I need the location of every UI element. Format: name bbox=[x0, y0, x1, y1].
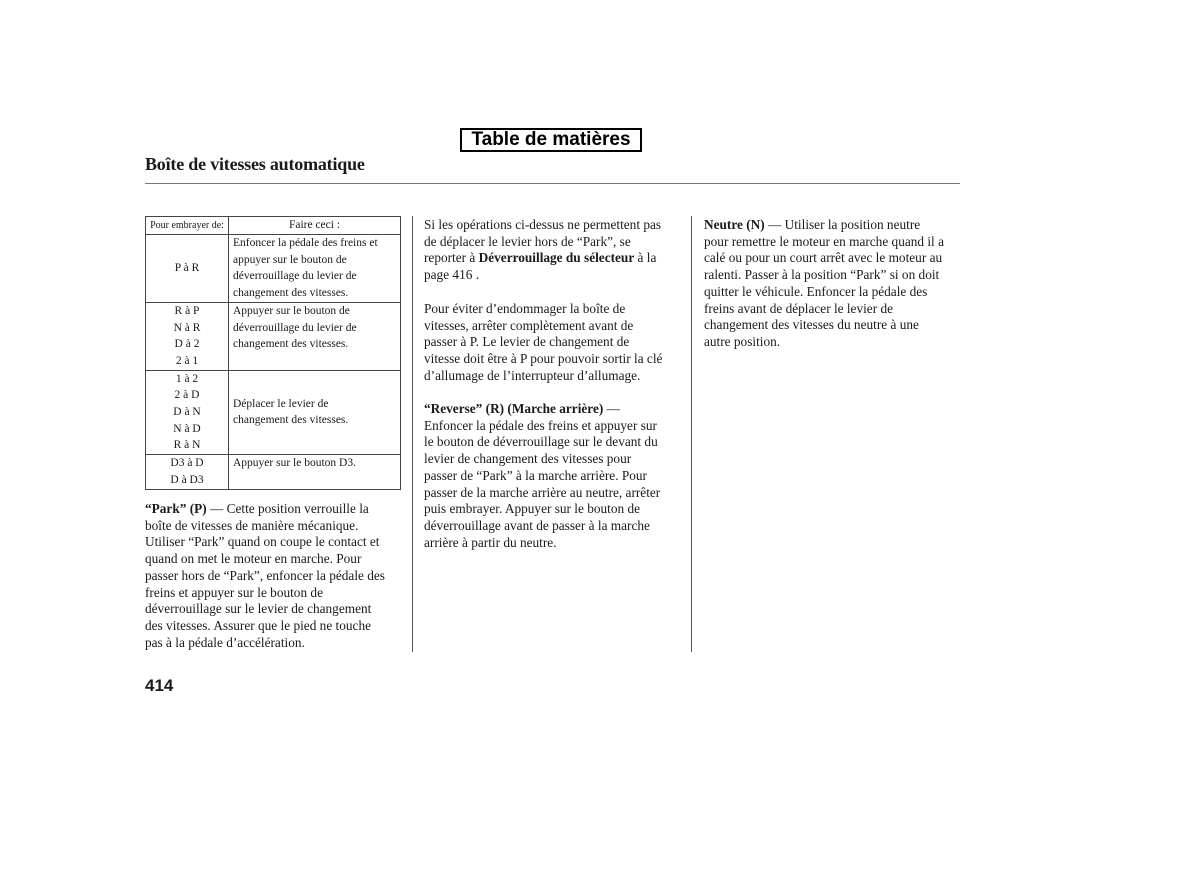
shift-lock-paragraph bbox=[424, 217, 661, 284]
park-text-line: boîte de vitesses de manière mécanique. bbox=[145, 517, 359, 533]
action-line: appuyer sur le bouton de bbox=[233, 253, 347, 266]
shift-lock-release-reference[interactable]: Déverrouillage du sélecteur bbox=[478, 250, 635, 266]
shift-position: P à R bbox=[174, 262, 200, 275]
column-divider-left bbox=[412, 216, 413, 652]
reverse-text-line: déverrouillage avant de passer à la marche bbox=[424, 517, 650, 533]
table-row bbox=[146, 302, 401, 370]
reverse-first-line bbox=[424, 401, 660, 418]
text-line: d’allumage de l’interrupteur d’allumage. bbox=[424, 367, 641, 383]
table-row bbox=[146, 370, 401, 455]
header-shift-from: Pour embrayer de: bbox=[146, 217, 229, 235]
shift-position: D à D3 bbox=[170, 473, 204, 486]
park-text-line: Utiliser “Park” quand on coupe le contact et bbox=[145, 534, 380, 550]
shift-positions-cell bbox=[146, 370, 229, 455]
reverse-heading: “Reverse” (R) (Marche arrière) bbox=[424, 401, 604, 416]
reverse-paragraph bbox=[424, 401, 660, 551]
shift-position: N à R bbox=[173, 321, 201, 334]
neutral-heading: Neutre (N) bbox=[704, 217, 765, 232]
reverse-text-line: arrière à partir du neutre. bbox=[424, 534, 557, 550]
neutral-text-line: calé ou pour un court arrêt avec le moteur au bbox=[704, 250, 943, 266]
neutral-text: — Utiliser la position neutre bbox=[764, 217, 921, 232]
text-line: passer à P. Le levier de changement de bbox=[424, 334, 630, 350]
park-text-line: quand on met le moteur en marche. Pour bbox=[145, 551, 362, 567]
text-line bbox=[424, 250, 661, 267]
neutral-text-line: changement des vitesses du neutre à une bbox=[704, 317, 919, 333]
shift-position: 1 à 2 bbox=[175, 372, 199, 385]
park-text-line: freins et appuyer sur le bouton de bbox=[145, 584, 323, 600]
page-reference[interactable]: page 416 . bbox=[424, 267, 480, 283]
text-fragment: à la bbox=[634, 250, 657, 266]
neutral-text-line: ralenti. Passer à la position “Park” si on doit bbox=[704, 267, 940, 283]
shift-positions-cell bbox=[146, 235, 229, 303]
neutral-paragraph bbox=[704, 217, 944, 351]
text-fragment: reporter à bbox=[424, 250, 479, 266]
action-line: Appuyer sur le bouton de bbox=[233, 304, 350, 317]
action-line: Appuyer sur le bouton D3. bbox=[233, 457, 356, 470]
action-line: déverrouillage du levier de bbox=[233, 321, 357, 334]
dash: — bbox=[603, 401, 620, 416]
action-line: déverrouillage du levier de bbox=[233, 270, 357, 283]
park-text-line: passer hors de “Park”, enfoncer la pédale des bbox=[145, 567, 385, 583]
table-row bbox=[146, 235, 401, 303]
action-line bbox=[233, 472, 398, 489]
park-text-line: des vitesses. Assurer que le pied ne touche bbox=[145, 617, 371, 633]
text-line: Pour éviter d’endommager la boîte de bbox=[424, 301, 626, 316]
table-of-contents-button[interactable]: Table de matières bbox=[460, 128, 642, 152]
action-cell bbox=[229, 455, 401, 489]
table-header-row bbox=[146, 217, 401, 235]
action-line: changement des vitesses. bbox=[233, 287, 349, 300]
reverse-text-line: passer de “Park” à la marche arrière. Pour bbox=[424, 467, 647, 483]
reverse-text-line: Enfoncer la pédale des freins et appuyer sur bbox=[424, 417, 657, 433]
shift-position: D à N bbox=[173, 406, 201, 419]
action-line: Déplacer le levier de bbox=[233, 397, 329, 410]
column-divider-right bbox=[691, 216, 692, 652]
text-line: vitesses, arrêter complètement avant de bbox=[424, 317, 634, 333]
action-cell bbox=[229, 302, 401, 370]
reverse-text-line: le bouton de déverrouillage sur le devant du bbox=[424, 434, 658, 450]
action-cell bbox=[229, 370, 401, 455]
neutral-first-line bbox=[704, 217, 944, 234]
header-action: Faire ceci : bbox=[229, 217, 401, 235]
park-text-line: pas à la pédale d’accélération. bbox=[145, 634, 305, 650]
park-first-line bbox=[145, 501, 385, 518]
neutral-text-line: freins avant de déplacer le levier de bbox=[704, 300, 894, 316]
shift-position: N à D bbox=[173, 422, 201, 435]
damage-warning-paragraph bbox=[424, 301, 662, 385]
table-row bbox=[146, 455, 401, 489]
reverse-text-line: passer de la marche arrière au neutre, arrêter bbox=[424, 484, 661, 500]
neutral-text-line: quitter le véhicule. Enfoncer la pédale des bbox=[704, 283, 928, 299]
park-text: — Cette position verrouille la bbox=[206, 501, 369, 516]
shift-position: 2 à D bbox=[174, 389, 200, 402]
title-rule bbox=[145, 183, 960, 184]
shift-position: D à 2 bbox=[174, 338, 200, 351]
shift-positions-cell bbox=[146, 455, 229, 489]
shift-procedure-table bbox=[145, 216, 401, 490]
park-text-line: déverrouillage sur le levier de changement bbox=[145, 601, 372, 617]
park-heading: “Park” (P) bbox=[145, 501, 207, 516]
text-line: Si les opérations ci-dessus ne permettent pas bbox=[424, 217, 662, 232]
action-cell bbox=[229, 235, 401, 303]
text-line: vitesse doit être à P pour pouvoir sortir la clé bbox=[424, 351, 663, 367]
page-number: 414 bbox=[145, 676, 174, 695]
page-title: Boîte de vitesses automatique bbox=[145, 154, 365, 174]
shift-position: D3 à D bbox=[170, 457, 204, 470]
shift-positions-cell bbox=[146, 302, 229, 370]
action-line: Enfoncer la pédale des freins et bbox=[233, 237, 378, 249]
action-line: changement des vitesses. bbox=[233, 338, 349, 351]
neutral-text-line: autre position. bbox=[704, 333, 781, 349]
shift-position: R à N bbox=[173, 439, 201, 452]
action-line: changement des vitesses. bbox=[233, 414, 349, 427]
shift-position: 2 à 1 bbox=[175, 354, 199, 367]
text-line: de déplacer le levier hors de “Park”, se bbox=[424, 233, 631, 249]
neutral-text-line: pour remettre le moteur en marche quand il a bbox=[704, 233, 944, 249]
reverse-text-line: puis embrayer. Appuyer sur le bouton de bbox=[424, 501, 641, 517]
reverse-text-line: levier de changement des vitesses pour bbox=[424, 451, 632, 467]
shift-position: R à P bbox=[174, 304, 200, 317]
park-paragraph bbox=[145, 501, 385, 651]
